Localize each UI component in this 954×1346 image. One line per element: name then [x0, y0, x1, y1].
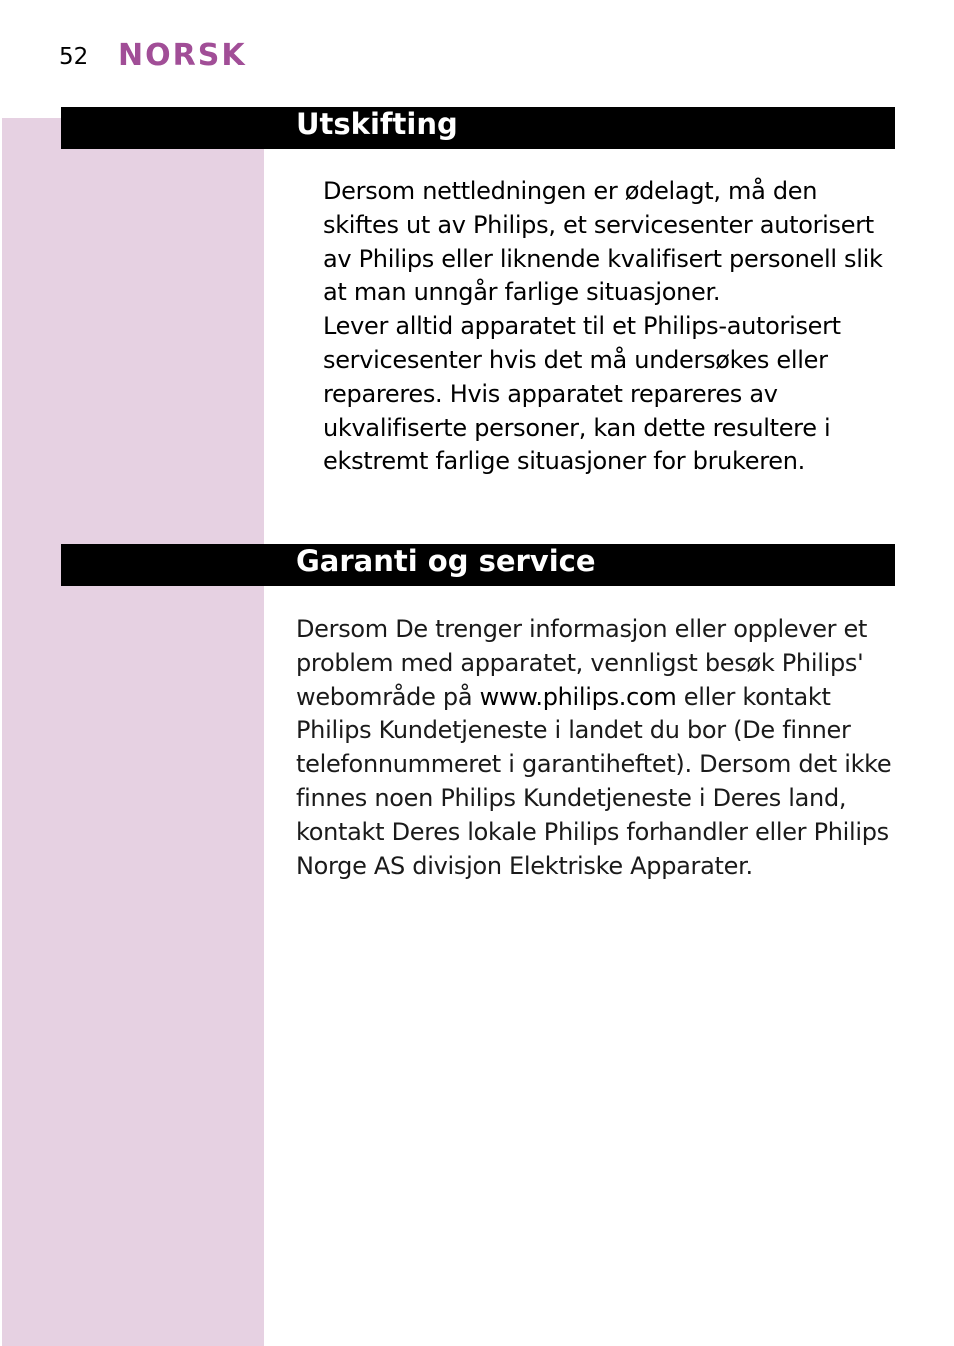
section-title: Utskifting [296, 107, 458, 141]
section-header-replacement [61, 107, 895, 149]
sidebar-band [2, 118, 264, 1346]
website-link[interactable]: www.philips.com [479, 682, 677, 711]
warranty-text-start: Dersom De trenger informasjon eller opplever et problem med apparatet, vennligst besøk Philips' webområde på [296, 615, 868, 711]
language-label: NORSK [118, 38, 247, 73]
replacement-paragraph-2: Lever alltid apparatet til et Philips-autorisert servicesenter hvis det må undersøkes eller repareres. Hvis apparatet repareres av ukvalifiserte personer, kan dette resultere i ekstremt farlige situasjoner for brukeren. [323, 312, 841, 476]
warranty-text-end: eller kontakt Philips Kundetjeneste i landet du bor (De finner telefonnummeret i garantiheftet). Dersom det ikke finnes noen Philips Kundetjeneste i Deres land, kontakt Deres lokale Philips forhandler eller Philips Norge AS divisjon Elektriske Apparater. [296, 682, 892, 880]
warranty-text [296, 613, 896, 883]
page-number: 52 [59, 44, 89, 70]
replacement-text [323, 175, 893, 479]
section-title: Garanti og service [296, 544, 596, 578]
replacement-paragraph-1: Dersom nettledningen er ødelagt, må den skiftes ut av Philips, et servicesenter autorisert av Philips eller liknende kvalifisert personell slik at man unngår farlige situasjoner. [323, 177, 883, 307]
section-header-warranty [61, 544, 895, 586]
